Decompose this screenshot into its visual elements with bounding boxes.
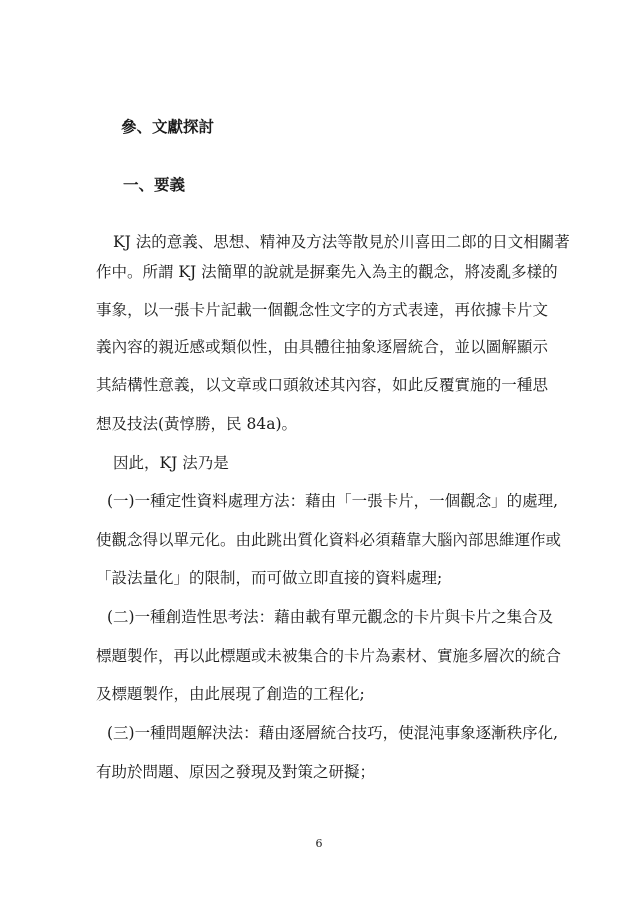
item2-line: 及標題製作，由此展現了創造的工程化; xyxy=(96,685,365,703)
paragraph1-line: KJ 法的意義、思想、精神及方法等散見於川喜田二郎的日文相關著 xyxy=(113,233,570,251)
item3-line: 有助於問題、原因之發現及對策之研擬； xyxy=(96,763,376,781)
paragraph1-line: 事象，以一張卡片記載一個觀念性文字的方式表達，再依據卡片文 xyxy=(96,301,548,319)
item2-line: 標題製作，再以此標題或未被集合的卡片為素材、實施多層次的統合 xyxy=(96,647,562,665)
item2-line: (二)一種創造性思考法：藉由載有單元觀念的卡片與卡片之集合及 xyxy=(107,608,554,626)
paragraph1-line: 想及技法(黃惇勝，民 84a)。 xyxy=(96,415,297,433)
subheading: 一、要義 xyxy=(123,175,186,194)
paragraph2: 因此，KJ 法乃是 xyxy=(113,454,229,472)
page-number: 6 xyxy=(315,837,323,850)
paragraph1-line: 義內容的親近感或類似性，由具體往抽象逐層統合，並以圖解顯示 xyxy=(96,338,548,356)
paragraph1-line: 其結構性意義，以文章或口頭敘述其內容，如此反覆實施的一種思 xyxy=(96,376,548,394)
section-heading: 參、文獻探討 xyxy=(121,117,215,136)
item1-line: 「設法量化」的限制，而可做立即直接的資料處理; xyxy=(96,569,443,587)
item1-line: 使觀念得以單元化。由此跳出質化資料必須藉靠大腦內部思維運作或 xyxy=(96,531,562,549)
item1-line: (一)一種定性資料處理方法：藉由「一張卡片，一個觀念」的處理, xyxy=(107,492,559,510)
item3-line: (三)一種問題解決法：藉由逐層統合技巧，使混沌事象逐漸秩序化, xyxy=(107,724,559,742)
paragraph1-line: 作中。所謂 KJ 法簡單的說就是摒棄先入為主的觀念，將凌亂多樣的 xyxy=(96,263,558,281)
